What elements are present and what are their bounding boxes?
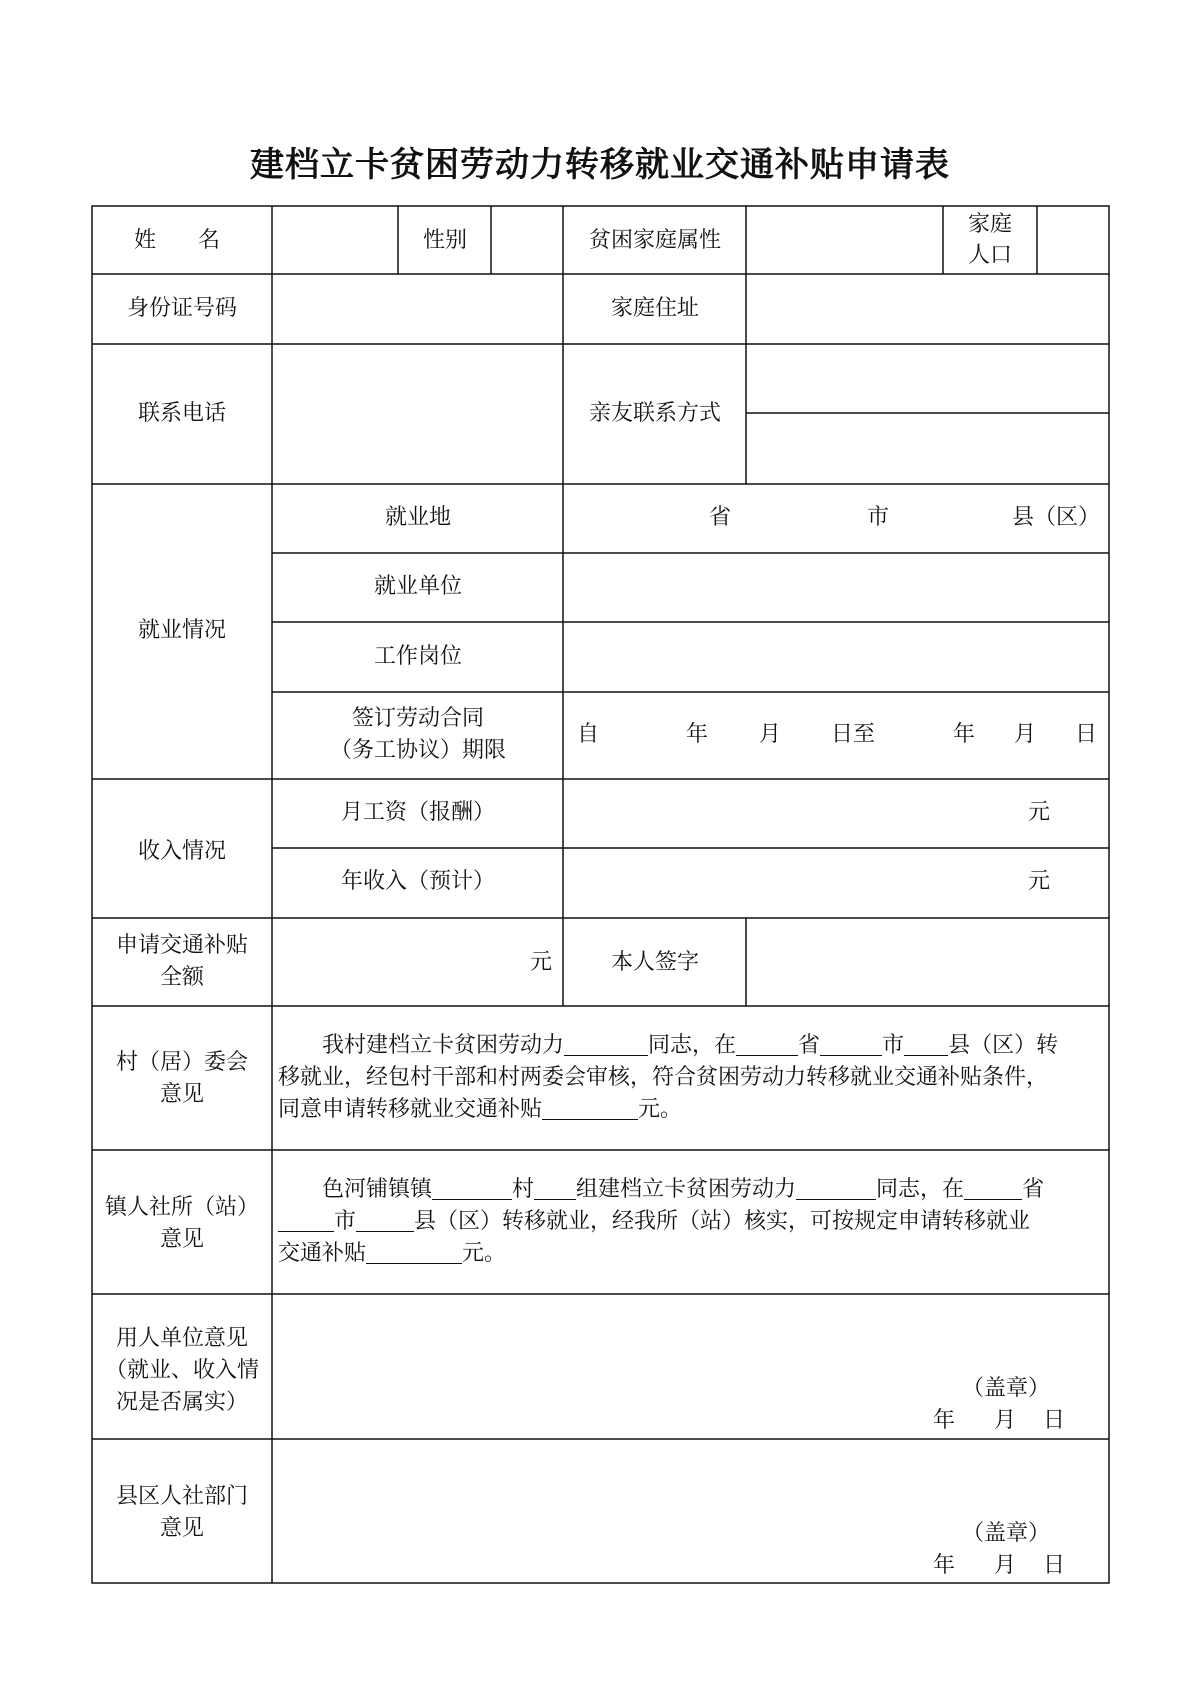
page-title: 建档立卡贫困劳动力转移就业交通补贴申请表	[250, 145, 950, 185]
text-day-end: 日	[1074, 722, 1098, 747]
blank-province[interactable]	[964, 1177, 1022, 1200]
label-household-1: 家庭	[967, 212, 1013, 237]
blank-city[interactable]	[820, 1033, 882, 1056]
blank-amount[interactable]	[542, 1097, 638, 1120]
label-employer-opinion-1: 用人单位意见	[115, 1326, 249, 1351]
text-yuan-monthly: 元	[1027, 800, 1051, 825]
label-name: 姓 名	[133, 228, 231, 253]
text-from: 自	[576, 722, 600, 747]
label-county-department-2: 意见	[159, 1516, 205, 1541]
text-date-day: 日	[1042, 1553, 1066, 1578]
blank-county[interactable]	[356, 1209, 414, 1232]
text-yuan-subsidy: 元	[529, 950, 553, 975]
label-employment: 就业情况	[137, 618, 227, 643]
text-month-end: 月	[1013, 722, 1037, 747]
label-monthly-salary: 月工资（报酬）	[340, 800, 496, 825]
label-contract-2: （务工协议）期限	[329, 738, 507, 763]
label-id-number: 身份证号码	[126, 296, 238, 321]
text-stamp: （盖章）	[961, 1521, 1051, 1546]
label-employer-opinion-2: （就业、收入情	[104, 1358, 260, 1383]
blank-name[interactable]	[564, 1033, 648, 1056]
label-employer-opinion-3: 况是否属实）	[115, 1390, 249, 1415]
text-year-end: 年	[952, 722, 976, 747]
village-opinion-text: 我村建档立卡贫困劳动力 同志，在 省 市 县（区）转 移就业，经包村干部和村两委会审核，符合贫困劳动力转移就业交通补贴条件， 同意申请转移就业交通补贴 元。	[278, 1033, 1059, 1122]
label-signature: 本人签字	[610, 950, 700, 975]
label-subsidy-1: 申请交通补贴	[115, 933, 249, 958]
text-day-to: 日至	[830, 722, 876, 747]
blank-village[interactable]	[432, 1177, 512, 1200]
text-month-start: 月	[758, 722, 782, 747]
text-county: 县（区）	[1011, 505, 1101, 530]
label-annual-income: 年收入（预计）	[340, 869, 496, 894]
text-date-year: 年	[932, 1553, 956, 1578]
text-province: 省	[708, 505, 732, 530]
blank-city[interactable]	[278, 1209, 334, 1232]
label-town-office-1: 镇人社所（站）	[104, 1195, 260, 1220]
text-date-month: 月	[993, 1553, 1017, 1578]
town-opinion-text: 色河铺镇镇 村 组建档立卡贫困劳动力 同志，在 省 市 县（区）转移就业，经我所（站）核实，可按规定申请转移就业 交通补贴 元。	[278, 1177, 1045, 1266]
label-village-committee-2: 意见	[159, 1082, 205, 1107]
text-date-month: 月	[993, 1408, 1017, 1433]
label-phone: 联系电话	[137, 401, 227, 426]
label-poverty-attribute: 贫困家庭属性	[588, 228, 722, 253]
label-town-office-2: 意见	[159, 1227, 205, 1252]
label-position: 工作岗位	[373, 644, 463, 669]
label-subsidy-2: 全额	[159, 965, 205, 990]
text-city: 市	[866, 505, 890, 530]
label-relatives-contact: 亲友联系方式	[588, 401, 722, 426]
label-contract-1: 签订劳动合同	[351, 706, 485, 731]
blank-province[interactable]	[736, 1033, 798, 1056]
label-work-place: 就业地	[384, 505, 452, 530]
blank-county[interactable]	[904, 1033, 948, 1056]
label-household-2: 人口	[967, 243, 1013, 268]
text-date-year: 年	[932, 1408, 956, 1433]
text-yuan-annual: 元	[1027, 869, 1051, 894]
text-stamp: （盖章）	[961, 1376, 1051, 1401]
text-year-start: 年	[685, 722, 709, 747]
label-employer: 就业单位	[373, 574, 463, 599]
blank-name[interactable]	[796, 1177, 876, 1200]
label-county-department-1: 县区人社部门	[115, 1484, 249, 1509]
blank-group[interactable]	[534, 1177, 576, 1200]
label-gender: 性别	[422, 228, 468, 253]
label-income: 收入情况	[137, 839, 227, 864]
text-date-day: 日	[1042, 1408, 1066, 1433]
blank-amount[interactable]	[366, 1241, 462, 1264]
label-address: 家庭住址	[610, 296, 700, 321]
label-village-committee-1: 村（居）委会	[115, 1050, 249, 1075]
